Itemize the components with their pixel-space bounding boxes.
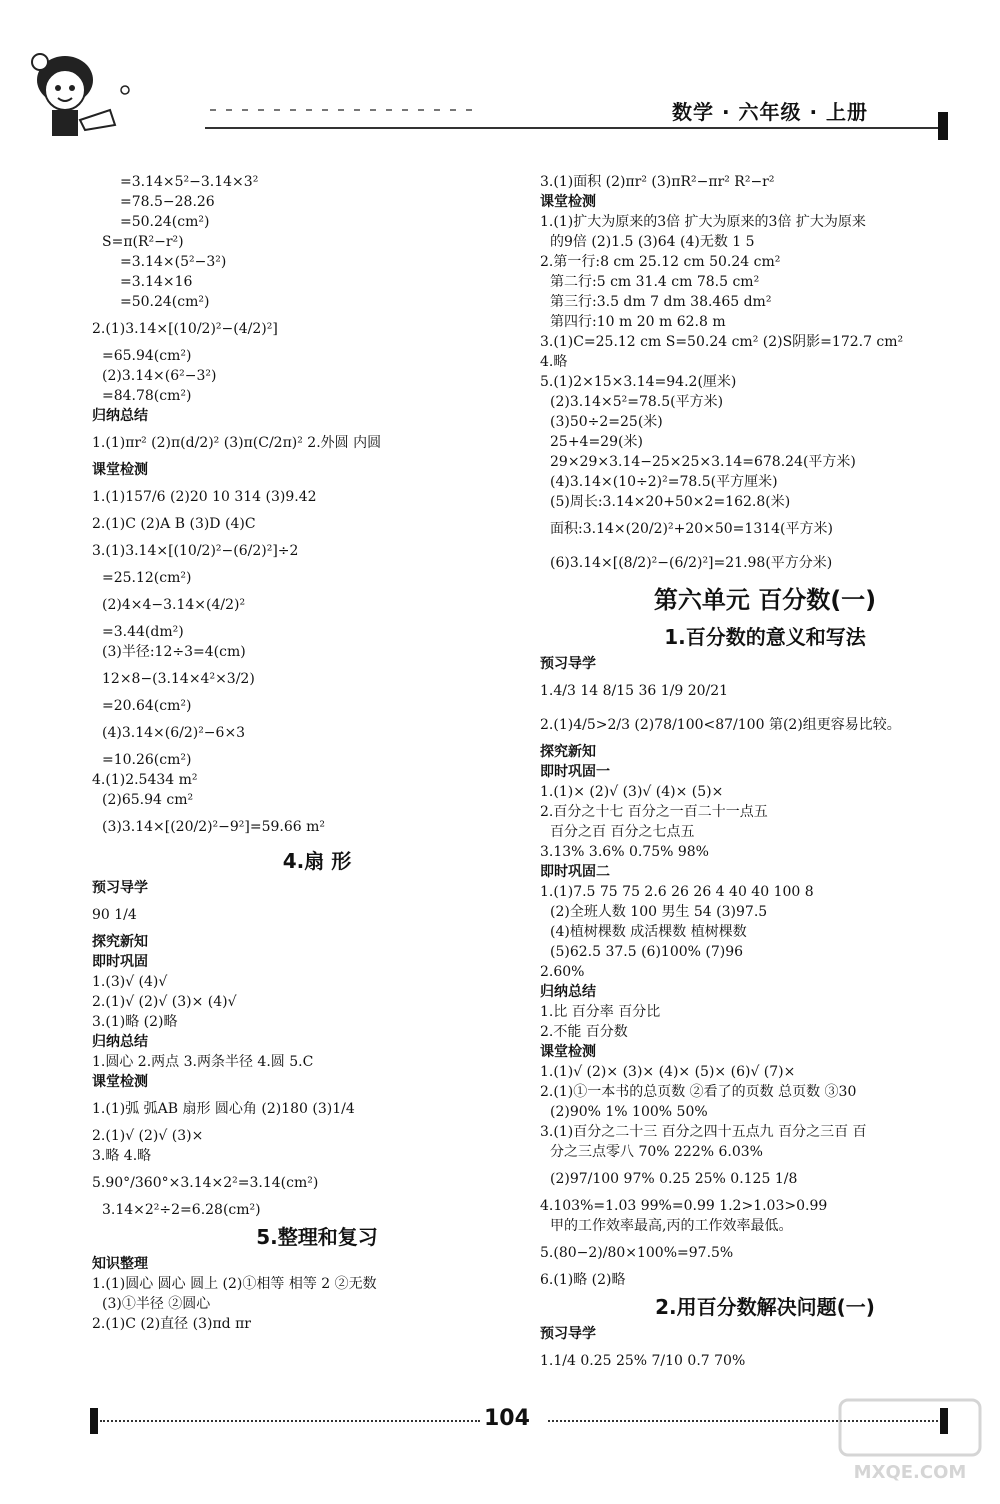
answer-line: 3.(1)百分之二十三 百分之四十五点九 百分之三百 百 — [540, 1124, 867, 1140]
answer-line: 4.(1)2.5434 m² — [92, 772, 198, 788]
section-heading: 即时巩固二 — [540, 864, 610, 880]
answer-line: 29×29×3.14−25×25×3.14=678.24(平方米) — [550, 454, 856, 470]
lesson-title: 5.整理和复习 — [256, 1225, 378, 1249]
section-heading: 归纳总结 — [540, 984, 596, 1000]
answer-line: 4.103%=1.03 99%=0.99 1.2>1.03>0.99 — [540, 1198, 828, 1214]
answer-line: S=π(R²−r²) — [102, 234, 184, 250]
answer-line: (2)97/100 97% 0.25 25% 0.125 1/8 — [550, 1171, 798, 1187]
answer-line: 2.(1)√ (2)√ (3)× (4)√ — [92, 994, 237, 1010]
answer-line: 3.14×2²÷2=6.28(cm²) — [102, 1202, 261, 1218]
answer-line: (4)植树棵数 成活棵数 植树棵数 — [550, 924, 747, 940]
section-heading: 探究新知 — [92, 934, 148, 950]
section-heading: 课堂检测 — [540, 194, 596, 210]
answer-line: =78.5−28.26 — [120, 194, 215, 210]
section-heading: 归纳总结 — [92, 408, 148, 424]
page-number: 104 — [484, 1406, 530, 1431]
mascot-girl-icon — [20, 40, 130, 150]
answer-line: 90 1/4 — [92, 907, 137, 923]
answer-line: 2.第一行:8 cm 25.12 cm 50.24 cm² — [540, 254, 781, 270]
answer-line: 3.(1)面积 (2)πr² (3)πR²−πr² R²−r² — [540, 174, 775, 190]
answer-line: =84.78(cm²) — [102, 388, 192, 404]
answer-line: 3.略 4.略 — [92, 1148, 152, 1164]
answer-line: 12×8−(3.14×4²×3/2) — [102, 671, 255, 687]
answer-line: (2)90% 1% 100% 50% — [550, 1104, 708, 1120]
answer-line: (4)3.14×(10÷2)²=78.5(平方厘米) — [550, 474, 778, 490]
answer-line: 1.(1)πr² (2)π(d/2)² (3)π(C/2π)² 2.外圆 内圆 — [92, 435, 382, 451]
lesson-title: 2.用百分数解决问题(一) — [655, 1295, 875, 1319]
lesson-title: 4.扇 形 — [282, 849, 352, 873]
answer-line: 5.(80−2)/80×100%=97.5% — [540, 1245, 734, 1261]
answer-line: 3.(1)C=25.12 cm S=50.24 cm² (2)S阴影=172.7 cm² — [540, 334, 904, 350]
answer-line: (6)3.14×[(8/2)²−(6/2)²]=21.98(平方分米) — [550, 555, 833, 571]
answer-line: (4)3.14×(6/2)²−6×3 — [102, 725, 246, 741]
answer-line: (3)50÷2=25(米) — [550, 414, 663, 430]
section-heading: 即时巩固一 — [540, 764, 610, 780]
answer-line: 1.4/3 14 8/15 36 1/9 20/21 — [540, 683, 729, 699]
header-decoration — [210, 100, 480, 120]
answer-line: 3.13% 3.6% 0.75% 98% — [540, 844, 709, 860]
answer-line: 1.(3)√ (4)√ — [92, 974, 168, 990]
left-column — [92, 172, 542, 1334]
answer-line: =3.14×(5²−3²) — [120, 254, 227, 270]
answer-line: 1.(1)扩大为原来的3倍 扩大为原来的3倍 扩大为原来 — [540, 214, 866, 230]
answer-line: (2)4×4−3.14×(4/2)² — [102, 597, 246, 613]
answer-line: 2.(1)C (2)直径 (3)πd πr — [92, 1316, 251, 1332]
answer-line: 2.60% — [540, 964, 585, 980]
answer-line: 1.比 百分率 百分比 — [540, 1004, 661, 1020]
answer-line: =50.24(cm²) — [120, 294, 210, 310]
answer-line: (5)62.5 37.5 (6)100% (7)96 — [550, 944, 744, 960]
answer-line: 第二行:5 cm 31.4 cm 78.5 cm² — [550, 274, 760, 290]
watermark-logo — [830, 1390, 990, 1490]
answer-line: 1.(1)弧 弧AB 扇形 圆心角 (2)180 (3)1/4 — [92, 1101, 355, 1117]
section-heading: 归纳总结 — [92, 1034, 148, 1050]
answer-line: 4.略 — [540, 354, 568, 370]
answer-line: 1.圆心 2.两点 3.两条半径 4.圆 5.C — [92, 1054, 314, 1070]
book-title: 数学 · 六年级 · 上册 — [672, 100, 869, 124]
answer-line: 25+4=29(米) — [550, 434, 643, 450]
answer-line: 2.(1)4/5>2/3 (2)78/100<87/100 第(2)组更容易比较。 — [540, 717, 901, 733]
answer-line: 2.(1)①一本书的总页数 ②看了的页数 总页数 ③30 — [540, 1084, 857, 1100]
answer-line: 甲的工作效率最高,丙的工作效率最低。 — [550, 1218, 793, 1234]
answer-line: 1.1/4 0.25 25% 7/10 0.7 70% — [540, 1353, 746, 1369]
answer-line: 2.(1)√ (2)√ (3)× — [92, 1128, 204, 1144]
answer-line: =20.64(cm²) — [102, 698, 192, 714]
answer-line: 分之三点零八 70% 222% 6.03% — [550, 1144, 763, 1160]
answer-line: 第三行:3.5 dm 7 dm 38.465 dm² — [550, 294, 772, 310]
section-heading: 即时巩固 — [92, 954, 148, 970]
section-heading: 课堂检测 — [92, 1074, 148, 1090]
answer-line: (2)3.14×5²=78.5(平方米) — [550, 394, 724, 410]
page-header — [0, 0, 1000, 160]
section-heading: 课堂检测 — [540, 1044, 596, 1060]
answer-line: 5.90°/360°×3.14×2²=3.14(cm²) — [92, 1175, 319, 1191]
answer-line: =3.14×16 — [120, 274, 193, 290]
answer-line: 面积:3.14×(20/2)²+20×50=1314(平方米) — [550, 521, 833, 537]
answer-line: 3.(1)略 (2)略 — [92, 1014, 178, 1030]
answer-line: =50.24(cm²) — [120, 214, 210, 230]
header-rule — [205, 127, 940, 129]
answer-line: (3)3.14×[(20/2)²−9²]=59.66 m² — [102, 819, 326, 835]
answer-line: 6.(1)略 (2)略 — [540, 1272, 626, 1288]
section-heading: 预习导学 — [92, 880, 148, 896]
section-heading: 探究新知 — [540, 744, 596, 760]
answer-line: 2.(1)C (2)A B (3)D (4)C — [92, 516, 256, 532]
answer-line: (5)周长:3.14×20+50×2=162.8(米) — [550, 494, 791, 510]
answer-line: =10.26(cm²) — [102, 752, 192, 768]
answer-line: 的9倍 (2)1.5 (3)64 (4)无数 1 5 — [550, 234, 755, 250]
answer-line: 3.(1)3.14×[(10/2)²−(6/2)²]÷2 — [92, 543, 299, 559]
answer-line: 1.(1)圆心 圆心 圆上 (2)①相等 相等 2 ②无数 — [92, 1276, 377, 1292]
answer-line: 百分之百 百分之七点五 — [550, 824, 695, 840]
answer-line: =25.12(cm²) — [102, 570, 192, 586]
answer-line: 5.(1)2×15×3.14=94.2(厘米) — [540, 374, 737, 390]
answer-line: 1.(1)157/6 (2)20 10 314 (3)9.42 — [92, 489, 317, 505]
answer-line: (2)65.94 cm² — [102, 792, 194, 808]
answer-line: 2.百分之十七 百分之一百二十一点五 — [540, 804, 768, 820]
answer-line: 1.(1)× (2)√ (3)√ (4)× (5)× — [540, 784, 724, 800]
footer-rule-left — [100, 1420, 480, 1422]
right-column — [540, 172, 990, 1378]
header-tab — [938, 112, 948, 140]
section-heading: 预习导学 — [540, 1326, 596, 1342]
answer-line: =3.44(dm²) — [102, 624, 184, 640]
answer-line: =3.14×5²−3.14×3² — [120, 174, 259, 190]
answer-line: (3)半径:12÷3=4(cm) — [102, 644, 246, 660]
answer-line: 1.(1)√ (2)× (3)× (4)× (5)× (6)√ (7)× — [540, 1064, 796, 1080]
answer-line: 第四行:10 m 20 m 62.8 m — [550, 314, 726, 330]
answer-line: 2.不能 百分数 — [540, 1024, 628, 1040]
answer-line: 1.(1)7.5 75 75 2.6 26 26 4 40 40 100 8 — [540, 884, 814, 900]
section-heading: 预习导学 — [540, 656, 596, 672]
answer-line: =65.94(cm²) — [102, 348, 192, 364]
watermark-text: MXQE.COM — [853, 1462, 967, 1483]
answer-line: (3)①半径 ②圆心 — [102, 1296, 211, 1312]
lesson-title: 1.百分数的意义和写法 — [664, 625, 866, 649]
answer-line: (2)全班人数 100 男生 54 (3)97.5 — [550, 904, 768, 920]
answer-line: 2.(1)3.14×[(10/2)²−(4/2)²] — [92, 321, 278, 337]
section-heading: 知识整理 — [92, 1256, 148, 1272]
answer-line: (2)3.14×(6²−3²) — [102, 368, 217, 384]
section-heading: 课堂检测 — [92, 462, 148, 478]
footer-tab-left — [90, 1408, 98, 1434]
unit-title: 第六单元 百分数(一) — [653, 586, 877, 614]
